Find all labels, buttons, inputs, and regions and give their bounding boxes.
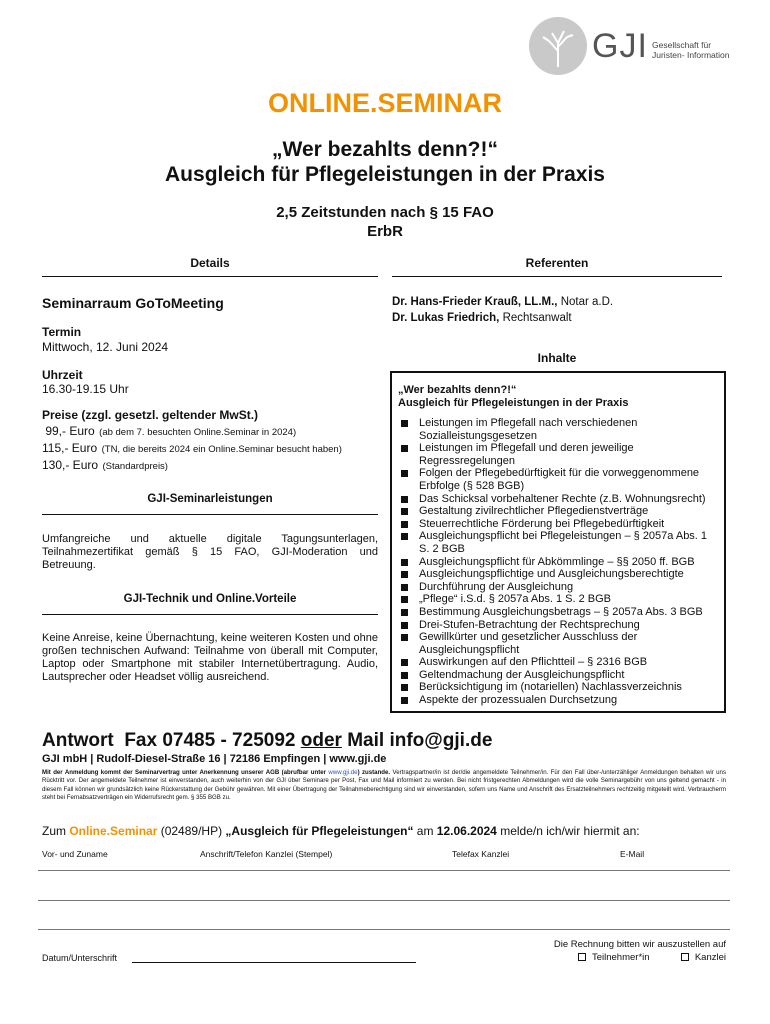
gji-logo-text: GJI	[592, 27, 648, 65]
signature-line[interactable]	[132, 962, 416, 963]
bullet-icon	[401, 496, 408, 503]
list-item	[398, 556, 718, 569]
list-item	[398, 669, 718, 682]
topic-text: Berücksichtigung im (notariellen) Nachlassverzeichnis	[419, 681, 682, 694]
terms-link[interactable]: www.gji.de	[328, 769, 358, 776]
date-label: Termin	[42, 325, 82, 339]
bullet-icon	[401, 508, 408, 515]
bullet-icon	[401, 445, 408, 452]
reg-code: (02489/HP)	[157, 824, 226, 838]
speaker-list	[392, 294, 613, 326]
bullet-icon	[401, 672, 408, 679]
topic-text: Bestimmung Ausgleichungsbetrags – § 2057a Abs. 3 BGB	[419, 605, 703, 618]
divider	[392, 276, 722, 277]
registration-line	[42, 824, 640, 838]
reply-mail: Mail info@gji.de	[341, 730, 493, 751]
speaker-role: Notar a.D.	[557, 296, 614, 308]
time-label: Uhrzeit	[42, 368, 83, 382]
topic-text: Drei-Stufen-Betrachtung der Rechtsprechung	[419, 618, 640, 631]
prices-label: Preise (zzgl. gesetzl. geltender MwSt.)	[42, 408, 259, 422]
invoice-option-label: Teilnehmer*in	[591, 952, 650, 963]
invoice-label: Die Rechnung bitten wir auszustellen auf	[553, 939, 726, 950]
topic-text: Auswirkungen auf den Pflichtteil – § 2316 BGB	[419, 656, 648, 669]
seminar-title-line1: „Wer bezahlts denn?!“	[272, 138, 498, 161]
contents-box-title	[398, 384, 718, 410]
terms-bold: Mit der Anmeldung kommt der Seminarvertrag unter Anerkennung unserer AGB (abrufbar unter	[42, 769, 329, 776]
speaker-role: Rechtsanwalt	[499, 312, 572, 324]
topic-text: Ausgleichungspflichtige und Ausgleichungsberechtigte	[419, 568, 684, 581]
topic-text: Durchführung der Ausgleichung	[419, 580, 574, 593]
invoice-option-label: Kanzlei	[694, 952, 726, 963]
field-label-fax: Telefax Kanzlei	[452, 849, 510, 859]
speaker-item	[392, 310, 613, 326]
price-amount: 115,- Euro	[42, 441, 98, 455]
date-value: Mittwoch, 12. Juni 2024	[42, 340, 169, 354]
reply-address: GJI mbH | Rudolf-Diesel-Straße 16 | 72186 Empfingen | www.gji.de	[42, 753, 387, 765]
reg-text: am	[413, 824, 437, 838]
list-item	[398, 518, 718, 531]
checkbox-firm[interactable]	[681, 953, 689, 961]
speakers-heading: Referenten	[525, 256, 589, 270]
form-line[interactable]	[38, 929, 730, 930]
topic-text: Ausgleichungspflicht bei Pflegeleistungen – § 2057a Abs. 1 S. 2 BGB	[419, 530, 708, 555]
divider	[42, 614, 378, 615]
bullet-icon	[401, 622, 408, 629]
topic-text: Geltendmachung der Ausgleichungspflicht	[419, 668, 625, 681]
gji-logo-emblem	[529, 17, 587, 75]
price-amount: 130,- Euro	[42, 458, 99, 472]
reply-or: oder	[300, 730, 342, 751]
list-item	[398, 442, 718, 467]
list-item	[398, 631, 718, 656]
terms-text	[42, 769, 726, 802]
contents-box	[390, 371, 726, 713]
list-item	[398, 593, 718, 606]
list-item	[398, 581, 718, 594]
bullet-icon	[401, 684, 408, 691]
reg-title: „Ausgleich für Pflegeleistungen“	[225, 824, 414, 838]
topic-text: Das Schicksal vorbehaltener Rechte (z.B. Wohnungsrecht)	[419, 492, 706, 505]
tech-heading: GJI-Technik und Online.Vorteile	[123, 593, 297, 605]
price-item	[42, 457, 382, 474]
list-item	[398, 694, 718, 707]
bullet-icon	[401, 634, 408, 641]
list-item	[398, 606, 718, 619]
topic-text: Folgen der Pflegebedürftigkeit für die vorweggenommene Erbfolge (§ 528 BGB)	[419, 467, 700, 492]
bullet-icon	[401, 470, 408, 477]
bullet-icon	[401, 596, 408, 603]
topic-text: Gewillkürter und gesetzlicher Ausschluss der Ausgleichungspflicht	[419, 631, 638, 656]
hours-line: 2,5 Zeitstunden nach § 15 FAO	[276, 204, 494, 221]
topic-list	[398, 417, 718, 707]
speaker-name: Dr. Hans-Frieder Krauß, LL.M.,	[392, 296, 558, 308]
field-label-email: E-Mail	[620, 849, 645, 859]
terms-rest: Vertragspartner/in ist der/die angemeldete Teilnehmer/in. Für den Fall über-/unterzähliger Anmeldungen behalten wir uns Rücktritt vor. Der angemeldete Teilnehmer ist einverstanden, auch weiterhin von der GJI über Seminare per Post, Fax und Mail informiert zu werden. Bei nicht fristgerechten Abmeldungen wird die volle Seminargebühr von uns geltend gemacht - in diesem Fall können wir grundsätzlich keine Rückerstattung der Gebühr gewähren. Mit einer Übertragung der Teilnahmeberechtigung sind wir einverstanden, sofern uns Name und Anschrift des Ersatzteilnehmers rechtzeitig mitgeteilt wird. Verbraucherm steht bei Fernabsatzverträgen ein Widerrufsrecht gem. § 355 BGB zu.	[42, 769, 726, 801]
reply-headline	[42, 730, 492, 752]
bullet-icon	[401, 659, 408, 666]
details-heading: Details	[190, 256, 230, 270]
logo-subtitle-line: Juristen- Information	[652, 50, 730, 60]
list-item	[398, 619, 718, 632]
speaker-item	[392, 294, 613, 310]
contents-title-line: „Wer bezahlts denn?!“	[398, 384, 517, 396]
list-item	[398, 681, 718, 694]
reg-date: 12.06.2024	[436, 824, 497, 838]
form-line[interactable]	[38, 900, 730, 901]
field-label-address: Anschrift/Telefon Kanzlei (Stempel)	[200, 849, 333, 859]
topic-text: Ausgleichungspflicht für Abkömmlinge – §§ 2050 ff. BGB	[419, 555, 695, 568]
bullet-icon	[401, 571, 408, 578]
topic-text: Aspekte der prozessualen Durchsetzung	[419, 694, 618, 707]
list-item	[398, 568, 718, 581]
divider	[42, 514, 378, 515]
contents-heading: Inhalte	[537, 351, 577, 365]
logo-subtitle-line: Gesellschaft für	[652, 40, 712, 50]
reg-text: Zum	[42, 824, 70, 838]
area-line: ErbR	[367, 223, 403, 240]
bullet-icon	[401, 584, 408, 591]
divider	[42, 276, 378, 277]
list-item	[398, 493, 718, 506]
seminar-kicker: ONLINE.SEMINAR	[267, 88, 502, 118]
bullet-icon	[401, 420, 408, 427]
bullet-icon	[401, 559, 408, 566]
bullet-icon	[401, 609, 408, 616]
list-item	[398, 656, 718, 669]
bullet-icon	[401, 533, 408, 540]
speaker-name: Dr. Lukas Friedrich,	[392, 312, 500, 324]
topic-text: Gestaltung zivilrechtlicher Pflegedienstverträge	[419, 505, 649, 518]
venue: Seminarraum GoToMeeting	[42, 295, 224, 311]
topic-text: „Pflege“ i.S.d. § 2057a Abs. 1 S. 2 BGB	[419, 593, 612, 606]
seminar-title-line2: Ausgleich für Pflegeleistungen in der Praxis	[165, 163, 605, 186]
price-item	[42, 440, 382, 457]
field-label-name: Vor- und Zuname	[42, 849, 108, 859]
bullet-icon	[401, 697, 408, 704]
reply-fax: Antwort Fax 07485 - 725092	[42, 730, 301, 751]
services-text: Umfangreiche und aktuelle digitale Tagungsunterlagen, Teilnahmezertifikat gemäß § 15 FAO, GJI-Moderation und Betreuung.	[42, 533, 378, 571]
price-list	[42, 423, 382, 474]
gji-logo-subtitle	[652, 40, 729, 60]
price-note: (ab dem 7. besuchten Online.Seminar in 2024)	[99, 427, 297, 438]
topic-text: Leistungen im Pflegefall nach verschiedenen Sozialleistungsgesetzen	[419, 417, 638, 442]
terms-bold: ) zustande.	[357, 769, 391, 776]
contents-title-line: Ausgleich für Pflegeleistungen in der Praxis	[398, 397, 629, 409]
list-item	[398, 467, 718, 492]
reg-text: melde/n ich/wir hiermit an:	[496, 824, 640, 838]
checkbox-participant[interactable]	[578, 953, 586, 961]
price-note: (Standardpreis)	[102, 461, 168, 472]
invoice-options	[520, 952, 726, 963]
list-item	[398, 530, 718, 555]
list-item	[398, 417, 718, 442]
price-note: (TN, die bereits 2024 ein Online.Seminar besucht haben)	[101, 444, 342, 455]
price-item	[42, 423, 382, 440]
list-item	[398, 505, 718, 518]
price-amount: 99,- Euro	[42, 424, 95, 438]
topic-text: Leistungen im Pflegefall und deren jeweilige Regressregelungen	[419, 442, 634, 467]
topic-text: Steuerrechtliche Förderung bei Pflegebedürftigkeit	[419, 517, 665, 530]
tree-icon	[529, 17, 587, 75]
time-value: 16.30-19.15 Uhr	[42, 382, 129, 396]
reg-seminar: Online.Seminar	[69, 824, 158, 838]
form-line[interactable]	[38, 870, 730, 871]
signature-label: Datum/Unterschrift	[42, 953, 118, 963]
services-heading: GJI-Seminarleistungen	[147, 493, 273, 505]
tech-text: Keine Anreise, keine Übernachtung, keine weiteren Kosten und ohne großen technischen Aufwand: Teilnahme von überall mit Computer, Laptop oder Smartphone mit stabiler Internetübertragung. Audio, Lautsprecher oder Headset völlig ausreichend.	[42, 632, 378, 683]
bullet-icon	[401, 521, 408, 528]
